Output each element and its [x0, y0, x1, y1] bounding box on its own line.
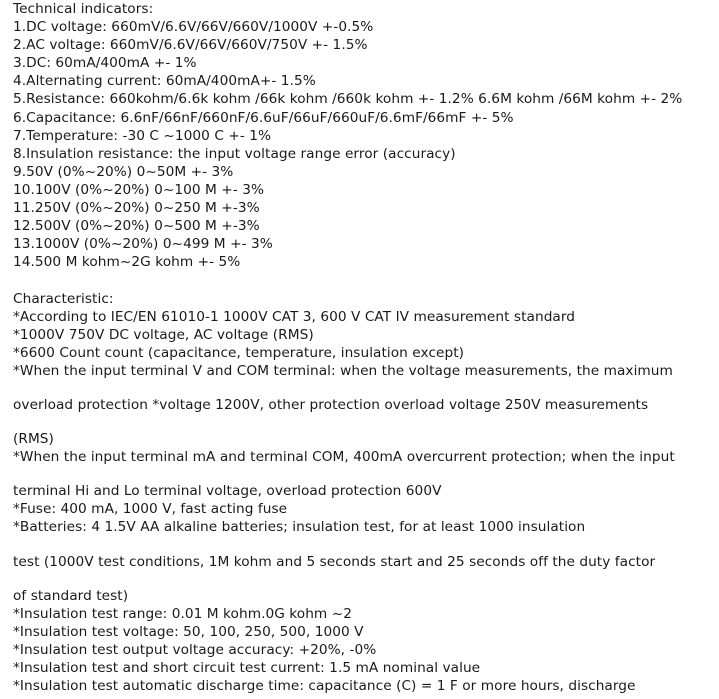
char-line-11: test (1000V test conditions, 1M kohm and 5 seconds start and 25 seconds off the duty factor [13, 553, 656, 570]
section-gap [13, 271, 713, 289]
tech-item-8: 8.Insulation resistance: the input voltage range error (accuracy) [13, 145, 456, 162]
char-line-13: *Insulation test range: 0.01 M kohm.0G kohm ~2 [13, 605, 352, 622]
tech-item-11: 11.250V (0%~20%) 0~250 M +-3% [13, 200, 260, 217]
char-line-14: *Insulation test voltage: 50, 100, 250, 500, 1000 V [13, 623, 364, 640]
technical-heading: Technical indicators: [13, 1, 154, 17]
tech-item-1: 1.DC voltage: 660mV/6.6V/66V/660V/1000V +-0.5% [13, 19, 374, 36]
char-line-5: overload protection *voltage 1200V, other protection overload voltage 250V measurements [13, 396, 649, 413]
spec-document [13, 0, 713, 695]
technical-list [13, 18, 713, 271]
tech-item-5: 5.Resistance: 660kohm/6.6k kohm /66k kohm /660k kohm +- 1.2% 6.6M kohm /66M kohm +- 2% [13, 91, 683, 108]
paragraph-gap [13, 466, 713, 482]
tech-item-6: 6.Capacitance: 6.6nF/66nF/660nF/6.6uF/66uF/660uF/6.6mF/66mF +- 5% [13, 109, 514, 126]
char-line-3: *6600 Count count (capacitance, temperature, insulation except) [13, 344, 465, 361]
paragraph-gap [13, 571, 713, 587]
tech-item-14: 14.500 M kohm~2G kohm +- 5% [13, 254, 241, 271]
tech-item-12: 12.500V (0%~20%) 0~500 M +-3% [13, 218, 260, 235]
char-line-16: *Insulation test and short circuit test current: 1.5 mA nominal value [13, 660, 481, 676]
tech-item-13: 13.1000V (0%~20%) 0~499 M +- 3% [13, 236, 273, 253]
char-line-6: (RMS) [13, 431, 54, 448]
tech-item-10: 10.100V (0%~20%) 0~100 M +- 3% [13, 181, 265, 198]
paragraph-gap [13, 537, 713, 553]
tech-item-2: 2.AC voltage: 660mV/6.6V/66V/660V/750V +- 1.5% [13, 37, 368, 54]
tech-item-7: 7.Temperature: -30 C ~1000 C +- 1% [13, 127, 272, 144]
paragraph-gap [13, 380, 713, 396]
tech-item-3: 3.DC: 60mA/400mA +- 1% [13, 55, 197, 72]
tech-item-4: 4.Alternating current: 60mA/400mA+- 1.5% [13, 73, 316, 90]
char-line-10: *Batteries: 4 1.5V AA alkaline batteries; insulation test, for at least 1000 insulation [13, 519, 586, 536]
characteristic-heading: Characteristic: [13, 290, 114, 307]
characteristic-list [13, 308, 713, 696]
paragraph-gap [13, 414, 713, 430]
char-line-9: *Fuse: 400 mA, 1000 V, fast acting fuse [13, 501, 288, 518]
char-line-12: of standard test) [13, 587, 129, 604]
char-line-8: terminal Hi and Lo terminal voltage, overload protection 600V [13, 483, 442, 500]
char-line-17: *Insulation test automatic discharge time: capacitance (C) = 1 F or more hours, discharge [13, 678, 636, 695]
char-line-1: *According to IEC/EN 61010-1 1000V CAT 3, 600 V CAT IV measurement standard [13, 308, 576, 325]
char-line-15: *Insulation test output voltage accuracy: +20%, -0% [13, 641, 377, 658]
char-line-4: *When the input terminal V and COM terminal: when the voltage measurements, the maximum [13, 362, 673, 379]
char-line-7: *When the input terminal mA and terminal COM, 400mA overcurrent protection; when the input [13, 449, 675, 466]
tech-item-9: 9.50V (0%~20%) 0~50M +- 3% [13, 163, 234, 180]
char-line-2: *1000V 750V DC voltage, AC voltage (RMS) [13, 326, 314, 343]
